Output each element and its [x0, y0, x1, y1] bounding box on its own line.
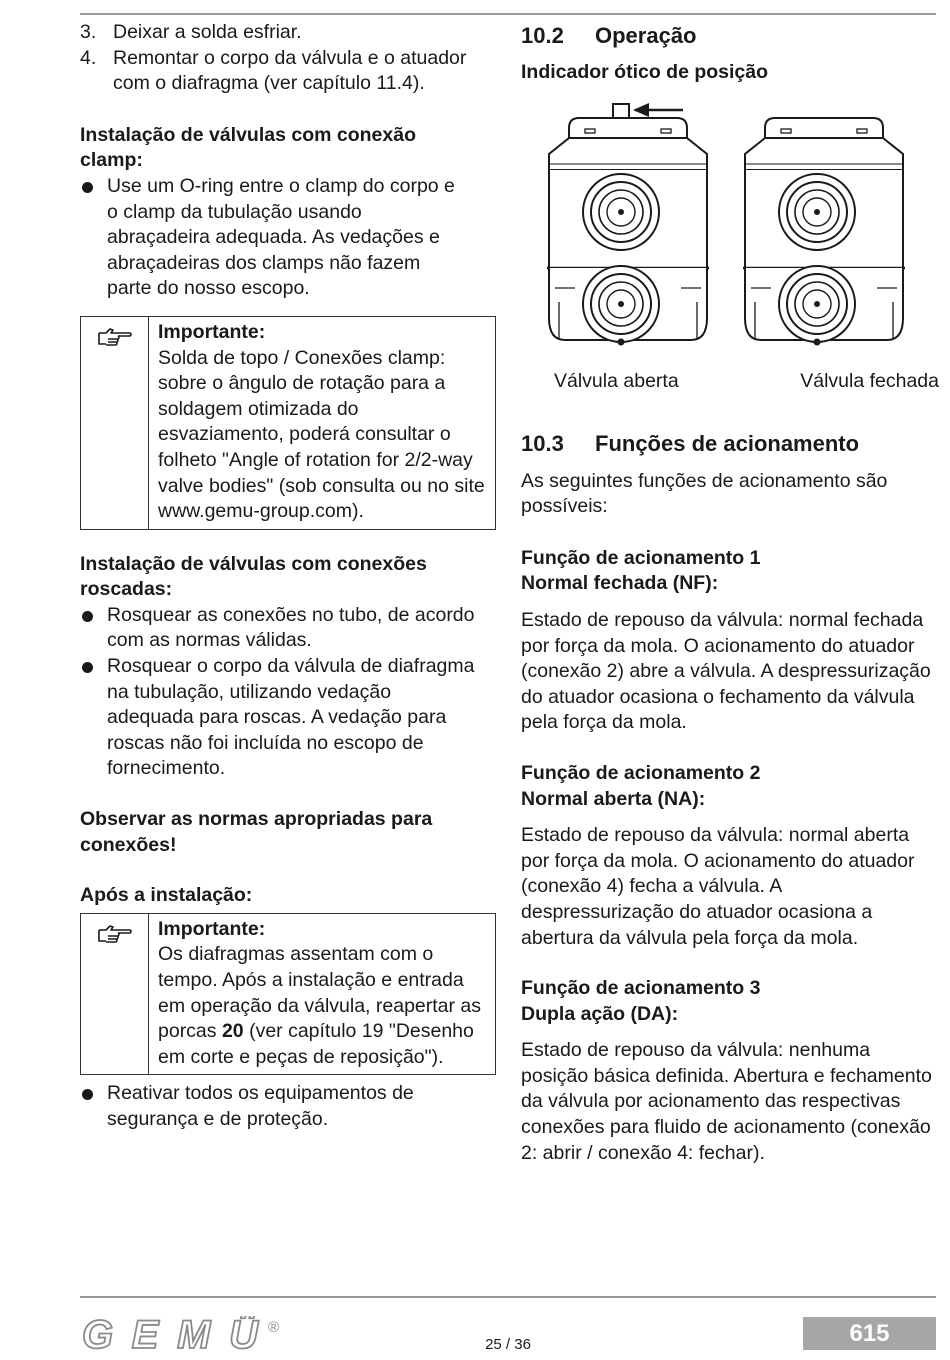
figure-captions [521, 369, 939, 394]
caption-closed: Válvula fechada [800, 369, 939, 392]
function-block [521, 761, 939, 951]
right-column [521, 20, 939, 1166]
functions-intro: As seguintes funções de acionamento são possíveis: [521, 469, 888, 518]
valve-closed-drawing [743, 118, 905, 346]
function-description: Estado de repouso da válvula: normal fechada por força da mola. O acionamento do atuador (conexão 2) abre a válvula. A despressurização do atuador ocasiona o fechamento da válvula pela força da mola. [521, 608, 931, 734]
function-description: Estado de repouso da válvula: normal aberta por força da mola. O acionamento do atuador (conexão 4) fecha a válvula. A despressurização do atuador ocasiona a abertura da válvula pela força da mola. [521, 824, 915, 949]
important-title: Importante: [158, 320, 266, 343]
list-item: Rosquear o corpo da válvula de diafragma na tubulação, utilizando vedação adequada para roscas. A vedação para roscas não foi incluída no escopo de fornecimento. [80, 654, 480, 782]
list-item: 4. Remontar o corpo da válvula e o atuador com o diafragma (ver capítulo 11.4). [80, 46, 467, 95]
valve-open-drawing [547, 104, 709, 346]
pointing-hand-icon [81, 914, 149, 1075]
clamp-bullets [80, 174, 470, 302]
pointing-hand-icon [81, 317, 149, 529]
bullet-icon [82, 611, 93, 622]
function-title: Função de acionamento 2 [521, 761, 761, 784]
final-bullets [80, 1081, 470, 1132]
clamp-heading: Instalação de válvulas com conexão clamp: [80, 123, 416, 172]
section-heading: 10.3 Funções de acionamento [521, 430, 860, 456]
top-rule [80, 13, 936, 15]
bullet-icon [82, 662, 93, 673]
function-subtitle: Normal aberta (NA): [521, 787, 706, 810]
list-item: Use um O-ring entre o clamp do corpo e o clamp da tubulação usando abraçadeira adequada. As vedações e abraçadeiras dos clamps não fazem parte do nosso escopo. [80, 174, 470, 302]
page-number: 25 / 36 [485, 1336, 531, 1353]
important-box [80, 316, 496, 530]
threaded-heading: Instalação de válvulas com conexões roscadas: [80, 552, 427, 601]
important-box [80, 913, 496, 1076]
bullet-icon [82, 1089, 93, 1100]
threaded-bullets [80, 603, 480, 782]
important-text: Os diafragmas assentam com o tempo. Após a instalação e entrada em operação da válvula, reapertar as porcas 20 (ver capítulo 19 "Desenho em corte e peças de reposição"). [158, 943, 482, 1068]
function-title: Função de acionamento 1 [521, 546, 761, 569]
function-subtitle: Dupla ação (DA): [521, 1002, 679, 1025]
gemu-logo-mark [80, 1316, 285, 1352]
valve-illustration [521, 102, 939, 372]
important-content [149, 914, 495, 1075]
pointing-hand-icon [97, 922, 133, 944]
important-title: Importante: [158, 917, 266, 940]
bullet-icon [82, 182, 93, 193]
important-text: Solda de topo / Conexões clamp: sobre o ângulo de rotação para a soldagem otimizada do esvaziamento, poderá consultar o folheto "Angle of rotation for 2/2-way valve bodies" (sob consulta ou no site www.gemu-group.com). [158, 346, 485, 523]
caption-open: Válvula aberta [554, 369, 679, 392]
function-title: Função de acionamento 3 [521, 977, 761, 1000]
list-item: 3. Deixar a solda esfriar. [80, 21, 302, 43]
bottom-rule [80, 1296, 936, 1298]
norms-note: Observar as normas apropriadas para conexões! [80, 808, 433, 856]
function-description: Estado de repouso da válvula: nenhuma posição básica definida. Abertura e fechamento da válvula por acionamento das respectivas conexões para fluido de acionamento (conexão 2: abrir / conexão 4: fechar). [521, 1039, 932, 1164]
position-indicator-heading: Indicador ótico de posição [521, 61, 769, 83]
model-badge: 615 [803, 1317, 936, 1350]
arrow-left-icon [633, 103, 683, 117]
function-subtitle: Normal fechada (NF): [521, 572, 719, 595]
list-item: Rosquear as conexões no tubo, de acordo com as normas válidas. [80, 603, 480, 654]
valve-figure [521, 102, 939, 372]
gemu-logo [80, 1316, 285, 1357]
function-block [521, 976, 939, 1166]
after-installation-heading: Após a instalação: [80, 884, 253, 907]
steps-list [80, 20, 496, 97]
pointing-hand-icon [97, 325, 133, 347]
section-heading: 10.2 Operação [521, 23, 697, 48]
important-content [149, 317, 495, 529]
left-column [80, 20, 496, 1133]
svg-text:GEMÜ: GEMÜ [82, 1316, 260, 1352]
list-item: Reativar todos os equipamentos de segurança e de proteção. [80, 1081, 470, 1132]
svg-text:®: ® [268, 1319, 280, 1336]
function-block [521, 546, 939, 736]
